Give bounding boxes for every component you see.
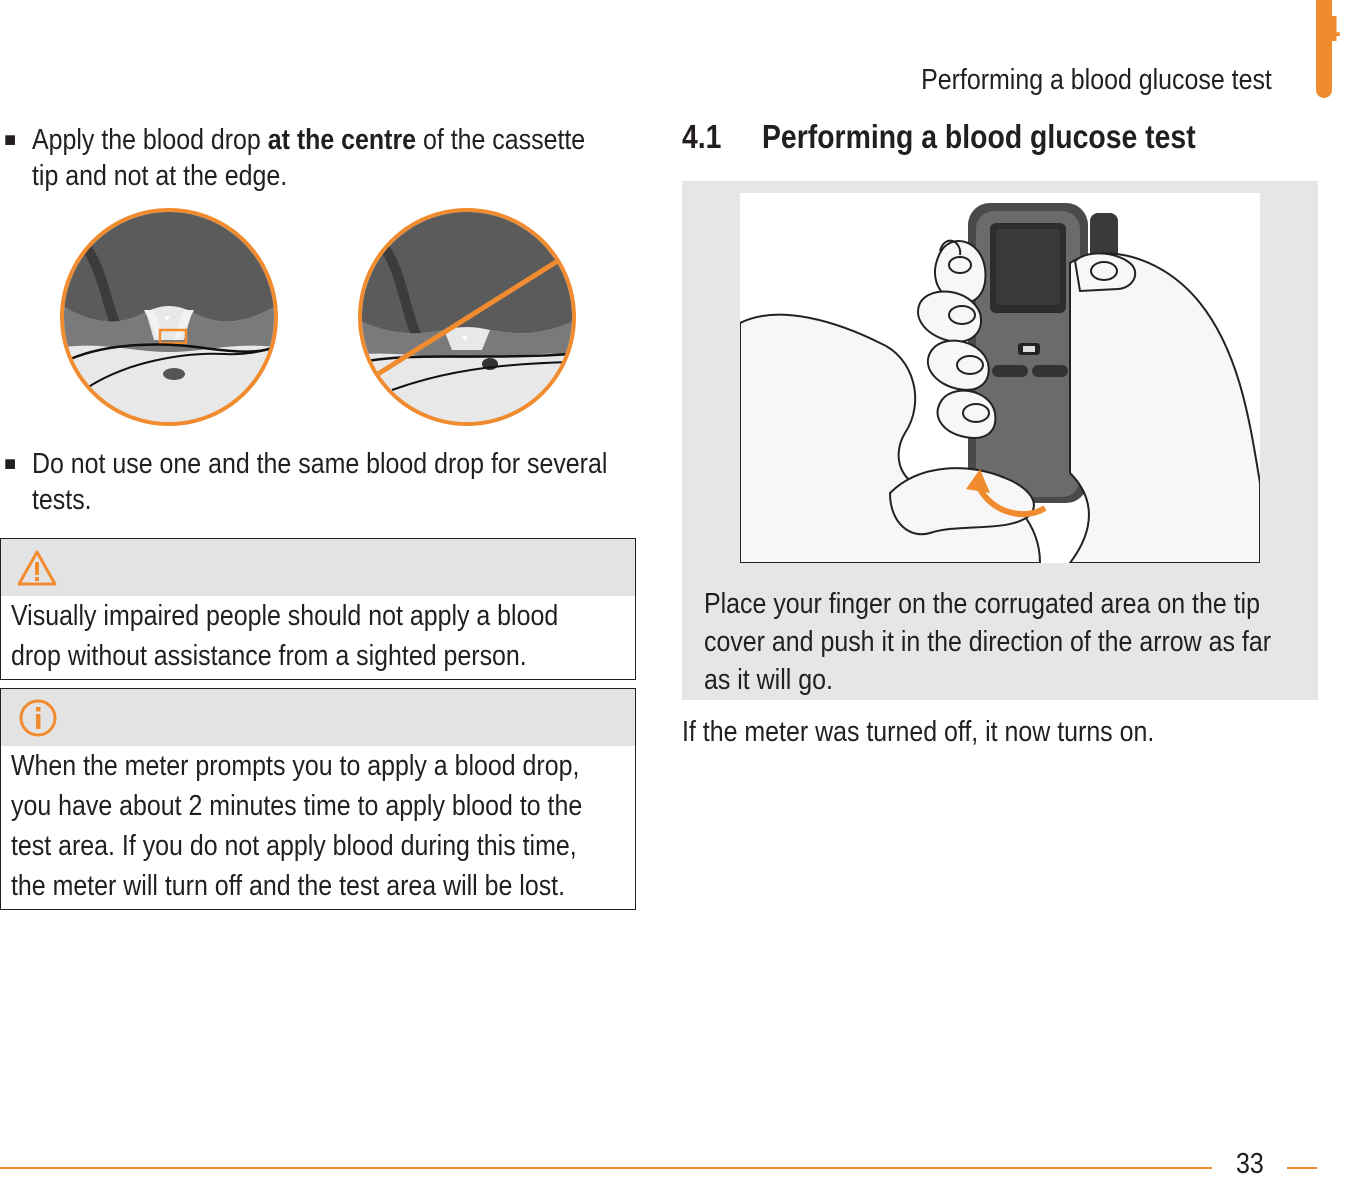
page-number: 33 — [1236, 1148, 1264, 1180]
footer-rule — [0, 1167, 1212, 1169]
section-number: 4.1 — [682, 118, 722, 155]
bullet-text-line: Apply the blood drop at the centre of the cassette — [32, 124, 586, 156]
figure-caption-line: cover and push it in the direction of the arrow as far — [704, 626, 1271, 658]
emphasis-at-the-centre: at the centre — [267, 124, 417, 156]
incorrect-drop-illustration — [358, 208, 576, 426]
info-icon — [18, 698, 58, 738]
bullet-text-line: tests. — [32, 484, 92, 516]
figure-caption — [704, 585, 1363, 699]
cassette-tip-incorrect-image — [362, 212, 572, 422]
figure-box — [682, 181, 1318, 700]
warning-box — [0, 538, 636, 680]
section-title: Performing a blood glucose test — [762, 118, 1196, 155]
footer-rule-short — [1287, 1167, 1317, 1169]
info-text-line: you have about 2 minutes time to apply blood to the — [11, 790, 583, 822]
warning-triangle-icon — [16, 549, 58, 587]
info-text-line: test area. If you do not apply blood during this time, — [11, 830, 577, 862]
info-header-bar — [1, 689, 635, 746]
correct-drop-illustration — [60, 208, 278, 426]
running-head — [864, 64, 1272, 97]
info-text-line: When the meter prompts you to apply a blood drop, — [11, 750, 580, 782]
info-box — [0, 688, 636, 910]
warning-header-bar — [1, 539, 635, 596]
meter-turns-on-text: If the meter was turned off, it now turns on. — [682, 716, 1155, 748]
info-text-line: the meter will turn off and the test area will be lost. — [11, 870, 566, 902]
bullet-square-icon: ■ — [4, 453, 17, 475]
bullet-text-line: tip and not at the edge. — [32, 160, 288, 192]
cassette-tip-correct-image — [64, 212, 274, 422]
running-head-text: Performing a blood glucose test — [921, 64, 1272, 96]
warning-text-line: drop without assistance from a sighted person. — [11, 640, 527, 672]
bullet-square-icon: ■ — [4, 129, 17, 151]
chapter-number: 4 — [1320, 8, 1341, 49]
figure-caption-line: Place your finger on the corrugated area on the tip — [704, 588, 1260, 620]
warning-text-line: Visually impaired people should not apply a blood — [11, 600, 559, 632]
meter-in-hands-illustration — [740, 193, 1260, 563]
bullet-text-line: Do not use one and the same blood drop for several — [32, 448, 608, 480]
figure-caption-line: as it will go. — [704, 664, 833, 696]
